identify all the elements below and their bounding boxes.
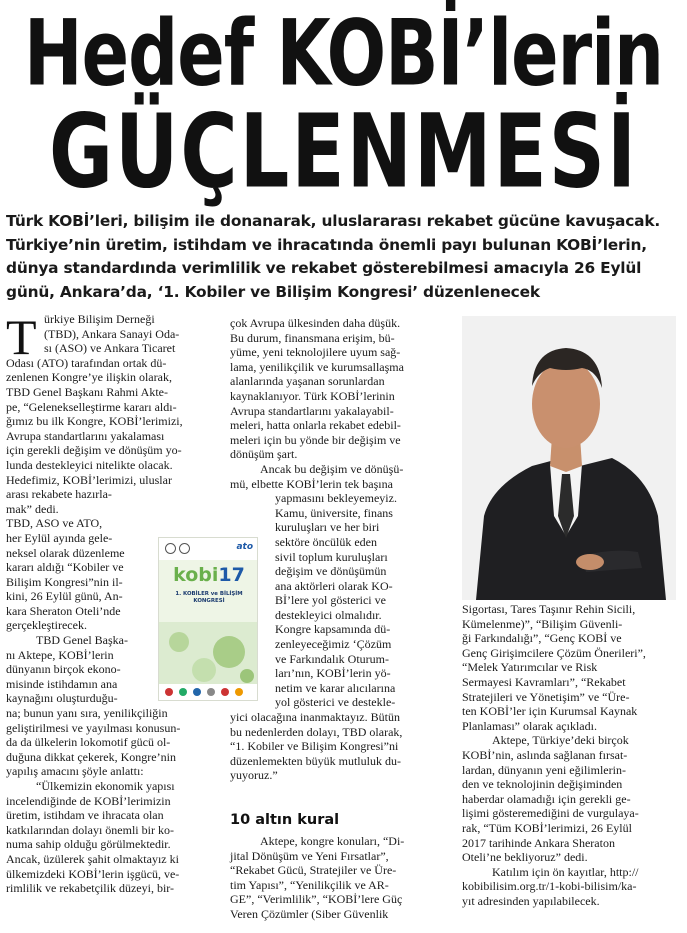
headline-line-1: Hedef KOBİ’lerin [24,0,663,107]
text-line: KOBİ’nin, aslında sağlanan fırsat- [462,747,628,762]
text-line: dünyanın birçok ekono- [6,662,121,677]
text-line: lişimi gösteremediğini de vurgulaya- [462,806,639,821]
text-line: misinde istihdamın ana [6,676,118,691]
portrait-photo [462,316,676,600]
text-line: bu nedenlerden dolayı, TBD olarak, [230,724,403,739]
text-line: Kamu, üniversite, finans [275,505,393,520]
text-line: den ve teknolojinin değişiminden [462,777,623,792]
text-line: Aktepe, kongre konuları, “Di- [260,834,405,848]
text-line: meleri için bu yönde bir değişim ve [230,432,401,447]
text-line: çok Avrupa ülkesinden daha düşük. [230,316,401,330]
headline-line-2: GÜÇLENMESİ [49,94,638,212]
text-line: ten KOBİ’ler için Kurumsal Kaynak [462,704,638,719]
poster-kobi17-logo [159,564,258,586]
text-line: yapmasını bekleyemeyiz. [275,491,397,506]
text-line: için gerekli değişim ve dönüşüm yo- [6,443,182,458]
poster-sponsor-dot [221,688,229,696]
poster-sponsor-dot [207,688,215,696]
text-line: ülkemizdeki KOBİ’lerin işgücü, ve- [6,866,180,881]
lead-line: Türkiye’nin üretim, istihdam ve ihracatında önemli payı bulunan KOBİ’lerin, [6,235,647,254]
text-line: lunda destekleyici nitelikte olacak. [6,457,173,472]
poster-logo-kobi: kobi [173,564,219,586]
text-line: kaynaklanıyor. Türk KOBİ’lerinin [230,388,395,403]
text-line: alanlarında yaşanan sorunlardan [230,374,385,389]
poster-title: 1. KOBİLER ve BİLİŞİM KONGRESİ [175,591,243,604]
text-line: duğuna dikkat çekerek, Kongre’nin [6,749,176,764]
poster-logo-circle [165,543,176,554]
poster-sponsor-dot [193,688,201,696]
text-line: zenleyeceğimiz ‘Çözüm [275,637,392,652]
text-line: nı Aktepe, KOBİ’lerin [6,647,114,662]
text-line: Planlaması” olarak açıkladı. [462,718,597,733]
column-2-narrow [230,491,448,710]
article-column-2-rules [230,834,448,922]
column-2-end [230,710,448,783]
column-3-text [462,602,676,908]
text-line: Bu durum, finansmana erişim, bü- [230,330,395,345]
text-line: yapılış amacını şöyle anlattı: [6,764,144,779]
event-poster [158,537,258,701]
lead-line: Türk KOBİ’leri, bilişim ile donanarak, uluslararası rekabet gücüne kavuşacak. [6,212,661,230]
text-line: Bİ’lere yol gösterici ve [275,593,386,608]
text-line: numa sahip olduğu görülmektedir. [6,837,171,852]
text-line: netim ve karar alıcılarına [275,680,396,695]
portrait-illustration [462,316,676,600]
text-line: na; bunun yanı sıra, yenilikçiliğin [6,706,168,721]
text-line: sektöre öncülük eden [275,534,377,549]
text-line: tim Yapısı”, “Yenilikçilik ve AR- [230,877,389,892]
text-line: yüme, yeni teknolojilere uyum sağ- [230,345,401,360]
text-line: kaynağını oluşturduğu- [6,691,118,706]
text-line: lardan, dünyanın yeni eğilimlerin- [462,762,626,777]
text-line: yuyoruz.” [230,768,278,783]
poster-footer [159,684,258,700]
text-line: yıt adresinden yapılabilecek. [462,893,600,908]
lead-line: günü, Ankara’da, ‘1. Kobiler ve Bilişim Kongresi’ düzenlenecek [6,282,540,301]
poster-logo-circle [179,543,190,554]
text-line: Ancak bu değişim ve dönüşü- [260,461,404,476]
text-line: Stratejileri ve Yönetişim” ve “Üre- [462,689,630,704]
text-line: gerçekleştirecek. [6,618,87,633]
poster-sponsor-dot [235,688,243,696]
column-1-intro [6,312,218,356]
article-column-2 [230,316,448,783]
text-line: katkılarından dolayı önemli bir ko- [6,822,174,837]
text-line: meleri, hatta onlarla rekabet edebil- [230,418,401,433]
lead-paragraph [6,210,682,304]
text-line: kini, 26 Eylül günü, An- [6,589,123,604]
text-line: Oteli’ne bekliyoruz” dedi. [462,850,588,865]
text-line: “1. Kobiler ve Bilişim Kongresi”ni [230,739,399,754]
text-line: Avrupa standartlarını yakalayabil- [230,403,394,418]
poster-graphic [159,622,258,686]
lead-line: dünya standardında verimlilik ve rekabet gösterebilmesi amacıyla 26 Eylül [6,259,642,277]
text-line: “Melek Yatırımcılar ve Risk [462,660,598,675]
drop-cap: T [6,309,37,365]
text-line: TBD, ASO ve ATO, [6,516,103,531]
text-line: Ancak, üzülerek şahit olmaktayız ki [6,851,179,866]
text-line: rak, “Tüm KOBİ’lerimizi, 26 Eylül [462,820,632,835]
column-1-end [6,706,218,896]
text-line: haberdar olamadığı için gerekli ge- [462,791,631,806]
poster-sponsor-dot [179,688,187,696]
text-line: 2017 tarihinde Ankara Sheraton [462,835,615,850]
text-line: üretim, istihdam ve ihracata olan [6,808,164,823]
text-line: “Rekabet Gücü, Stratejiler ve Üre- [230,863,397,878]
text-line: değişim ve dönüşümün [275,564,387,579]
text-line: incelendiğinde de KOBİ’lerimizin [6,793,171,808]
text-line: kuruluşları ve her biri [275,520,380,535]
text-line: GE”, “Verimlilik”, “KOBİ’lere Güç [230,892,403,907]
text-line: Genç Girişimcilere Çözüm Önerileri”, [462,645,646,660]
text-line: kararı aldığı “Kobiler ve [6,560,124,575]
text-line: yol gösterici ve destekle- [275,695,396,710]
text-line: Bilişim Kongresi”nin il- [6,574,123,589]
text-line: Sigortası, Tares Taşınır Rehin Sicili, [462,602,636,616]
text-line: kobibilisim.org.tr/1-kobi-bilisim/ka- [462,879,637,894]
text-line: her Eylül ayında gele- [6,530,113,545]
text-line: sivil toplum kuruluşları [275,549,388,564]
text-line: jital Dönüşüm ve Yeni Fırsatlar”, [230,848,389,863]
poster-logo-year: 17 [218,564,245,586]
text-line: Veren Çözümler (Siber Güvenlik [230,906,389,921]
text-line: Sermayesi Kavramları”, “Rekabet [462,674,626,689]
text-line: TBD Genel Başkanı Rahmi Akte- [6,384,168,399]
text-line: ve Farkındalık Oturum- [275,651,389,666]
text-line: zenlenen Kongre’ye ilişkin olarak, [6,370,172,385]
column-2-rules [230,834,448,922]
subhead-10-golden-rules: 10 altın kural [230,812,340,828]
text-line: rimlilik ve rekabetçilik düzeyi, bir- [6,881,175,896]
text-line: TBD Genel Başka- [36,633,128,648]
text-line: mü, elbette KOBİ’lerin tek başına [230,476,393,491]
text-line: Odası (ATO) tarafından ortak dü- [6,355,167,370]
text-line: Kümelenme)”, “Bilişim Güvenli- [462,616,623,631]
column-2-top [230,316,448,491]
text-line: da da ülkelerin lokomotif gücü ol- [6,735,171,750]
text-line: neksel olarak düzenleme [6,545,125,560]
text-line: “Ülkemizin ekonomik yapısı [36,779,175,793]
column-1-full [6,356,218,517]
text-line: mak” dedi. [6,501,59,516]
text-line: Aktepe, Türkiye’deki birçok [492,733,629,748]
text-line: Kongre kapsamında dü- [275,622,391,637]
text-line: dönüşüm şart. [230,447,298,462]
text-line: ana aktörleri olarak KO- [275,578,393,593]
text-line: kara Sheraton Oteli’nde [6,603,121,618]
article-column-3 [462,602,676,908]
text-line: pe, “Gelenekselleştirme kararı aldı- [6,399,177,414]
text-line: lama, yenilikçilik ve kurumsallaşma [230,359,404,374]
text-line: ları’nın, KOBİ’lerin yö- [275,666,391,681]
text-line: destekleyici olmalıdır. [275,607,382,622]
poster-sponsor-dot [165,688,173,696]
text-line: ürkiye Bilişim Derneği [44,312,155,326]
text-line: ğımız bu ilk Kongre, KOBİ’lerimizi, [6,414,183,429]
text-line: sı (ASO) ve Ankara Ticaret [44,341,176,356]
text-line: (TBD), Ankara Sanayi Oda- [44,326,180,341]
text-line: Katılım için ön kayıtlar, http:// [492,864,639,879]
text-line: Hedefimiz, KOBİ’lerimizi, uluslar [6,472,172,487]
poster-header [159,538,258,560]
text-line: düzenlemekten büyük mutluluk du- [230,753,401,768]
text-line: yici olacağına inanmaktayız. Bütün [230,710,400,725]
text-line: arası rekabete hazırla- [6,487,112,502]
text-line: geliştirilmesi ve yayılması konusun- [6,720,181,735]
text-line: Avrupa standartlarını yakalaması [6,428,165,443]
text-line: ği Farkındalığı”, “Genç KOBİ ve [462,631,622,646]
poster-ato-logo: ato [236,542,253,552]
